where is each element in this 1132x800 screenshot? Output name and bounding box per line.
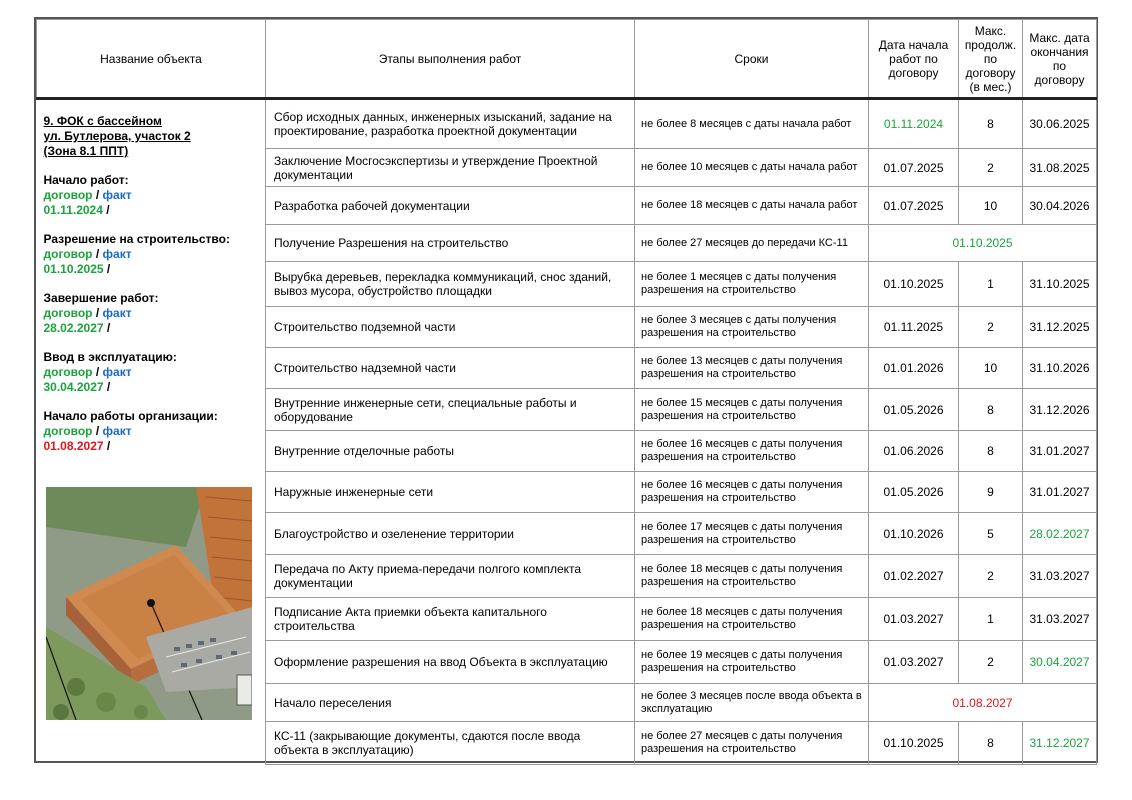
object-info xyxy=(37,100,266,454)
start-date-cell: 01.06.2026 xyxy=(869,431,959,472)
duration-cell: 1 xyxy=(959,598,1023,641)
milestone-label: Ввод в эксплуатацию: xyxy=(43,350,177,364)
milestone-date-slash: / xyxy=(106,439,111,453)
header-start-date: Дата начала работ по договору xyxy=(869,20,959,99)
milestone xyxy=(44,350,258,395)
milestone xyxy=(44,232,258,277)
object-info-cell xyxy=(37,99,266,765)
milestone-dates xyxy=(44,321,258,336)
start-date-cell: 01.11.2024 xyxy=(869,99,959,149)
stage-cell: Начало переселения xyxy=(266,684,635,722)
start-date-cell: 01.03.2027 xyxy=(869,641,959,684)
milestone-label: Завершение работ: xyxy=(43,291,159,305)
start-date-cell: 01.01.2026 xyxy=(869,348,959,389)
stage-cell: Сбор исходных данных, инженерных изысканий, задание на проектирование, разработка проектной документации xyxy=(266,99,635,149)
duration-cell: 8 xyxy=(959,389,1023,431)
legend-slash: / xyxy=(95,424,100,438)
stage-cell: Подписание Акта приемки объекта капитального строительства xyxy=(266,598,635,641)
header-duration: Макс. продолж. по договору (в мес.) xyxy=(959,20,1023,99)
object-title-line: 9. ФОК с бассейном xyxy=(43,114,162,128)
milestone-date: 01.11.2024 xyxy=(43,203,103,217)
term-cell: не более 10 месяцев с даты начала работ xyxy=(635,149,869,187)
milestone-legend xyxy=(44,306,258,321)
stage-cell: Благоустройство и озеленение территории xyxy=(266,513,635,555)
start-date-cell: 01.11.2025 xyxy=(869,307,959,348)
milestone xyxy=(44,409,258,454)
term-cell: не более 27 месяцев с даты получения разрешения на строительство xyxy=(635,722,869,765)
schedule-body xyxy=(37,99,1097,765)
stage-cell: Передача по Акту приема-передачи полгого комплекта документации xyxy=(266,555,635,598)
milestone-dates xyxy=(44,439,258,454)
end-date-cell: 31.01.2027 xyxy=(1023,472,1097,513)
object-zone-line: (Зона 8.1 ППТ) xyxy=(43,144,129,158)
term-cell: не более 8 месяцев с даты начала работ xyxy=(635,99,869,149)
header-object: Название объекта xyxy=(37,20,266,99)
header-end-date: Макс. дата окончания по договору xyxy=(1023,20,1097,99)
stage-cell: Строительство подземной части xyxy=(266,307,635,348)
milestone-legend xyxy=(44,188,258,203)
milestone-dates xyxy=(44,203,258,218)
milestone-legend xyxy=(44,247,258,262)
legend-slash: / xyxy=(95,188,100,202)
header-terms: Сроки xyxy=(635,20,869,99)
object-aerial-photo xyxy=(46,487,252,720)
duration-cell: 2 xyxy=(959,641,1023,684)
duration-cell: 2 xyxy=(959,149,1023,187)
end-date-cell: 31.10.2026 xyxy=(1023,348,1097,389)
duration-cell: 9 xyxy=(959,472,1023,513)
fact-label: факт xyxy=(102,365,132,379)
milestone-legend xyxy=(44,424,258,439)
term-cell: не более 15 месяцев с даты получения разрешения на строительство xyxy=(635,389,869,431)
term-cell: не более 18 месяцев с даты получения разрешения на строительство xyxy=(635,555,869,598)
duration-cell: 1 xyxy=(959,262,1023,307)
term-cell: не более 16 месяцев с даты получения разрешения на строительство xyxy=(635,431,869,472)
object-address-line: ул. Бутлерова, участок 2 xyxy=(43,129,191,143)
milestone-date-slash: / xyxy=(106,321,111,335)
stage-cell: Внутренние инженерные сети, специальные работы и оборудование xyxy=(266,389,635,431)
duration-cell: 2 xyxy=(959,555,1023,598)
end-date-cell: 31.08.2025 xyxy=(1023,149,1097,187)
duration-cell: 8 xyxy=(959,722,1023,765)
milestone-date: 01.08.2027 xyxy=(43,439,104,453)
header-stages: Этапы выполнения работ xyxy=(266,20,635,99)
header-row xyxy=(37,20,1097,99)
milestone-date-slash: / xyxy=(106,203,110,217)
legend-slash: / xyxy=(95,365,100,379)
fact-label: факт xyxy=(102,306,132,320)
fact-label: факт xyxy=(102,188,132,202)
term-cell: не более 3 месяцев с даты получения разрешения на строительство xyxy=(635,307,869,348)
end-date-cell: 31.12.2027 xyxy=(1023,722,1097,765)
fact-label: факт xyxy=(102,247,132,261)
milestone-dates xyxy=(44,380,258,395)
term-cell: не более 17 месяцев с даты получения разрешения на строительство xyxy=(635,513,869,555)
start-date-cell: 01.10.2025 xyxy=(869,722,959,765)
milestone-label: Начало работ: xyxy=(43,173,129,187)
object-title xyxy=(44,114,258,159)
stage-cell: Внутренние отделочные работы xyxy=(266,431,635,472)
end-date-cell: 30.04.2026 xyxy=(1023,187,1097,225)
contract-label: договор xyxy=(43,247,93,261)
start-date-cell: 01.07.2025 xyxy=(869,149,959,187)
duration-cell: 10 xyxy=(959,348,1023,389)
end-date-cell: 31.01.2027 xyxy=(1023,431,1097,472)
merged-date-cell: 01.08.2027 xyxy=(869,684,1097,722)
duration-cell: 8 xyxy=(959,99,1023,149)
contract-label: договор xyxy=(43,306,93,320)
milestone-date-slash: / xyxy=(106,262,111,276)
milestone-date-slash: / xyxy=(106,380,111,394)
stage-cell: Наружные инженерные сети xyxy=(266,472,635,513)
end-date-cell: 30.06.2025 xyxy=(1023,99,1097,149)
contract-label: договор xyxy=(43,365,93,379)
term-cell: не более 18 месяцев с даты получения разрешения на строительство xyxy=(635,598,869,641)
start-date-cell: 01.02.2027 xyxy=(869,555,959,598)
milestone-date: 30.04.2027 xyxy=(43,380,104,394)
term-cell: не более 19 месяцев с даты получения разрешения на строительство xyxy=(635,641,869,684)
end-date-cell: 31.10.2025 xyxy=(1023,262,1097,307)
merged-date-cell: 01.10.2025 xyxy=(869,225,1097,262)
milestone-legend xyxy=(44,365,258,380)
milestone-date: 28.02.2027 xyxy=(43,321,104,335)
table-row xyxy=(37,99,1097,149)
term-cell: не более 13 месяцев с даты получения разрешения на строительство xyxy=(635,348,869,389)
start-date-cell: 01.05.2026 xyxy=(869,389,959,431)
stage-cell: Получение Разрешения на строительство xyxy=(266,225,635,262)
contract-label: договор xyxy=(43,424,93,438)
term-cell: не более 1 месяцев с даты получения разрешения на строительство xyxy=(635,262,869,307)
milestone-dates xyxy=(44,262,258,277)
term-cell: не более 27 месяцев до передачи КС-11 xyxy=(635,225,869,262)
milestone-date: 01.10.2025 xyxy=(43,262,104,276)
milestone xyxy=(44,173,258,218)
stage-cell: Вырубка деревьев, перекладка коммуникаций, снос зданий, вывоз мусора, обустройство площадки xyxy=(266,262,635,307)
end-date-cell: 28.02.2027 xyxy=(1023,513,1097,555)
milestones xyxy=(44,173,258,454)
duration-cell: 10 xyxy=(959,187,1023,225)
term-cell: не более 18 месяцев с даты начала работ xyxy=(635,187,869,225)
stage-cell: Разработка рабочей документации xyxy=(266,187,635,225)
end-date-cell: 31.03.2027 xyxy=(1023,555,1097,598)
stage-cell: Оформление разрешения на ввод Объекта в эксплуатацию xyxy=(266,641,635,684)
duration-cell: 8 xyxy=(959,431,1023,472)
schedule-table xyxy=(36,19,1097,765)
end-date-cell: 31.12.2025 xyxy=(1023,307,1097,348)
start-date-cell: 01.03.2027 xyxy=(869,598,959,641)
start-date-cell: 01.10.2026 xyxy=(869,513,959,555)
fact-label: факт xyxy=(102,424,132,438)
term-cell: не более 16 месяцев с даты получения разрешения на строительство xyxy=(635,472,869,513)
start-date-cell: 01.05.2026 xyxy=(869,472,959,513)
duration-cell: 2 xyxy=(959,307,1023,348)
stage-cell: КС-11 (закрывающие документы, сдаются после ввода объекта в эксплуатацию) xyxy=(266,722,635,765)
schedule-sheet xyxy=(34,17,1098,763)
milestone xyxy=(44,291,258,336)
legend-slash: / xyxy=(95,247,100,261)
stage-cell: Заключение Мосгосэкспертизы и утверждение Проектной документации xyxy=(266,149,635,187)
term-cell: не более 3 месяцев после ввода объекта в эксплуатацию xyxy=(635,684,869,722)
stage-cell: Строительство надземной части xyxy=(266,348,635,389)
duration-cell: 5 xyxy=(959,513,1023,555)
start-date-cell: 01.07.2025 xyxy=(869,187,959,225)
contract-label: договор xyxy=(43,188,93,202)
milestone-label: Разрешение на строительство: xyxy=(43,232,230,246)
end-date-cell: 30.04.2027 xyxy=(1023,641,1097,684)
end-date-cell: 31.03.2027 xyxy=(1023,598,1097,641)
legend-slash: / xyxy=(95,306,100,320)
end-date-cell: 31.12.2026 xyxy=(1023,389,1097,431)
start-date-cell: 01.10.2025 xyxy=(869,262,959,307)
milestone-label: Начало работы организации: xyxy=(43,409,218,423)
